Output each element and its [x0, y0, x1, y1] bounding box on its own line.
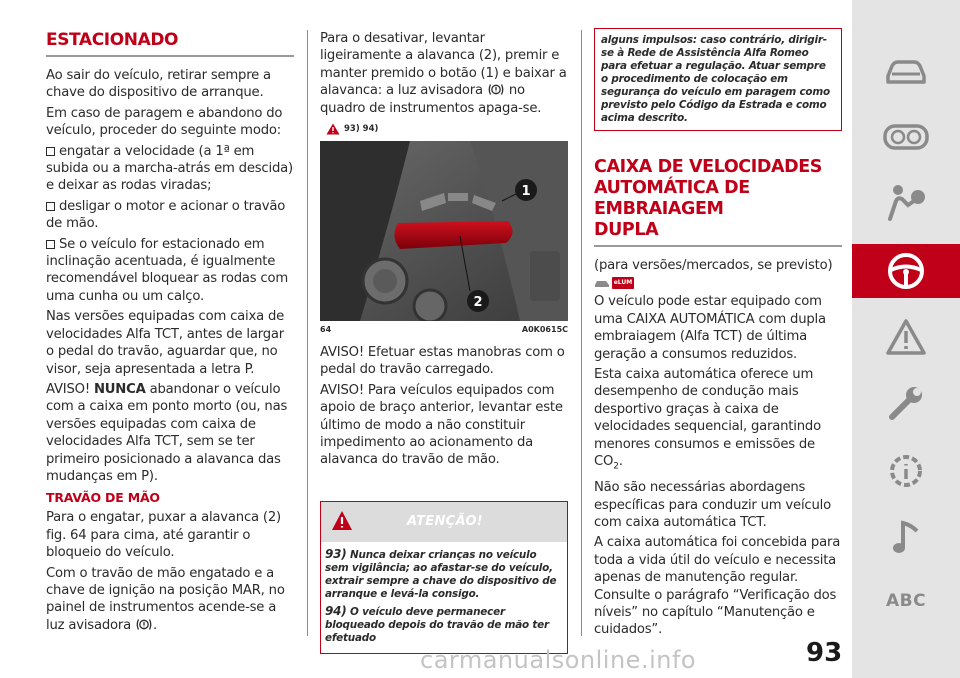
brake-warning-lamp-icon [135, 618, 153, 631]
attention-item-text: alguns impulsos: caso contrário, dirigir-se à Rede de Assistência Alfa Romeo para efetuar a regulação. Atuar sempre o procedimento de colocação em segurança do veículo em paragem como previsto pelo Código da Estrada e como acima descrito. [601, 34, 830, 124]
attention-box [320, 501, 568, 654]
car-small-icon [594, 277, 610, 289]
column-estacionado [46, 30, 294, 637]
paragraph: Nas versões equipadas com caixa de velocidades Alfa TCT, antes de largar o pedal do travão, aguardar que, no visor, seja apresentada a letra P. [46, 309, 285, 377]
section-title-caixa [594, 157, 842, 241]
attention-header [321, 502, 567, 542]
handbrake-illustration [320, 141, 568, 321]
title-line: DUPLA [594, 220, 659, 240]
paragraph-aviso [46, 381, 294, 485]
title-line: AUTOMÁTICA DE EMBRAIAGEM [594, 178, 750, 219]
car-icon[interactable] [852, 46, 960, 96]
list-item [46, 143, 294, 195]
paragraph [46, 565, 294, 635]
dashboard-icon[interactable] [852, 112, 960, 162]
paragraph-text: no quadro de instrumentos apaga-se. [320, 83, 542, 116]
figure-number: 64 [320, 325, 332, 335]
paragraph-end: . [152, 617, 157, 633]
list-item-text: desligar o motor e acionar o travão de mão. [46, 198, 286, 232]
paragraph: A caixa automática foi concebida para toda a vida útil do veículo e necessita apenas de manutenção regular. Consulte o parágrafo “Verificação dos níveis” no capítulo “Manutenção e cuidados”. [594, 535, 841, 638]
brake-warning-lamp-icon [487, 83, 505, 96]
elum-badge: eLUM [612, 277, 634, 289]
paragraph-text: Com o travão de mão engatado e a chave de ignição na posição MAR, no painel de instrumentos acende-se a luz avisadora [46, 565, 285, 633]
column-divider [581, 30, 582, 636]
list-item [46, 198, 294, 233]
paragraph-aviso: AVISO! Efetuar estas manobras com o pedal do travão carregado. [320, 345, 565, 378]
paragraph: Em caso de paragem e abandono do veículo, proceder do seguinte modo: [46, 105, 283, 139]
page-number: 93 [806, 638, 843, 668]
paragraph: Não são necessárias abordagens específicas para conduzir um veículo com caixa automática TCT. [594, 480, 831, 530]
abc-label: ABC [885, 591, 927, 611]
watermark: carmanualsonline.info [420, 646, 697, 674]
list-item-text: engatar a velocidade (a 1ª em subida ou a marcha-atrás em descida) e deixar as rodas viradas; [46, 143, 293, 194]
title-line: CAIXA DE VELOCIDADES [594, 157, 823, 177]
list-item-text: Se o veículo for estacionado em inclinação acentuada, é igualmente recomendável bloquear as rodas com uma cunha ou um calço. [46, 236, 288, 304]
paragraph: Para o engatar, puxar a alavanca (2) fig. 64 para cima, até garantir o bloqueio do veículo. [46, 510, 281, 561]
checkbox-bullet-icon [46, 147, 55, 156]
attention-item-text: Nunca deixar crianças no veículo sem vigilância; ao afastar-se do veículo, extrair sempre a chave do dispositivo de arranque e levá-la consigo. [325, 548, 557, 600]
aviso-label: AVISO! [46, 381, 90, 397]
abc-index-button[interactable] [852, 576, 960, 626]
figure-caption [320, 325, 568, 334]
section-title-estacionado: ESTACIONADO [46, 30, 179, 50]
column-travao [320, 30, 568, 654]
chapter-sidebar [852, 0, 960, 678]
paragraph: (para versões/mercados, se previsto) [594, 258, 833, 273]
callout-1: 1 [521, 184, 531, 200]
paragraph: O veículo pode estar equipado com uma CAIXA AUTOMÁTICA com dupla embraiagem (Alfa TCT) de última geração a consumos reduzidos. [594, 294, 826, 362]
paragraph-text: Esta caixa automática oferece um desempenho de condução mais desportivo graças à caixa de velocidades sequencial, garantindo menores consumos e emissões de CO [594, 367, 821, 470]
paragraph-end: . [618, 454, 623, 470]
attention-item [325, 548, 563, 601]
subsection-title-travao: TRAVÃO DE MÃO [46, 490, 160, 506]
warning-reference [326, 123, 568, 135]
checkbox-bullet-icon [46, 240, 55, 249]
paragraph [320, 30, 568, 117]
nunca-emphasis: NUNCA [93, 381, 146, 397]
elum-badge-row [594, 277, 842, 289]
paragraph: Ao sair do veículo, retirar sempre a chave do dispositivo de arranque. [46, 68, 271, 101]
wrench-icon[interactable] [852, 378, 960, 428]
title-divider [594, 245, 842, 247]
warning-small-icon [326, 123, 340, 135]
gear-info-icon[interactable] [852, 446, 960, 496]
attention-body [321, 542, 567, 653]
checkbox-bullet-icon [46, 202, 55, 211]
figure-code: A0K0615C [521, 325, 568, 335]
warning-triangle-red-icon [331, 510, 353, 532]
title-divider [46, 55, 294, 57]
paragraph [594, 366, 842, 476]
attention-title: ATENÇÃO! [407, 513, 484, 529]
handbrake-figure [320, 141, 568, 321]
warning-triangle-icon[interactable] [852, 312, 960, 362]
attention-item-number: 94) [325, 603, 347, 618]
subscript: 2 [613, 461, 619, 472]
list-item [46, 236, 294, 306]
attention-box-continued [594, 28, 842, 131]
warning-ref-text: 93) 94) [344, 124, 379, 135]
steering-wheel-icon[interactable] [852, 244, 960, 298]
column-caixa [594, 30, 842, 642]
paragraph-aviso: AVISO! Para veículos equipados com apoio de braço anterior, levantar este último de modo a não constituir impedimento ao acionamento da alavanca do travão de mão. [320, 382, 563, 468]
column-divider [307, 30, 308, 636]
callout-2: 2 [473, 295, 483, 311]
attention-item-text: O veículo deve permanecer bloqueado depois do travão de mão ter efetuado [325, 605, 549, 644]
attention-item-number: 93) [325, 546, 347, 561]
music-note-icon[interactable] [852, 512, 960, 562]
airbag-icon[interactable] [852, 178, 960, 228]
paragraph-text: Para o desativar, levantar ligeiramente a alavanca (2), premir e manter premido o botão (1) e baixar a alavanca: a luz avisadora [320, 31, 567, 99]
aviso-text: abandonar o veículo com a caixa em ponto morto (ou, nas versões equipadas com caixa de velocidades Alfa TCT, sem se ter primeiro posicionado a alavanca das mudanças em P). [46, 381, 288, 484]
attention-item [325, 605, 563, 645]
